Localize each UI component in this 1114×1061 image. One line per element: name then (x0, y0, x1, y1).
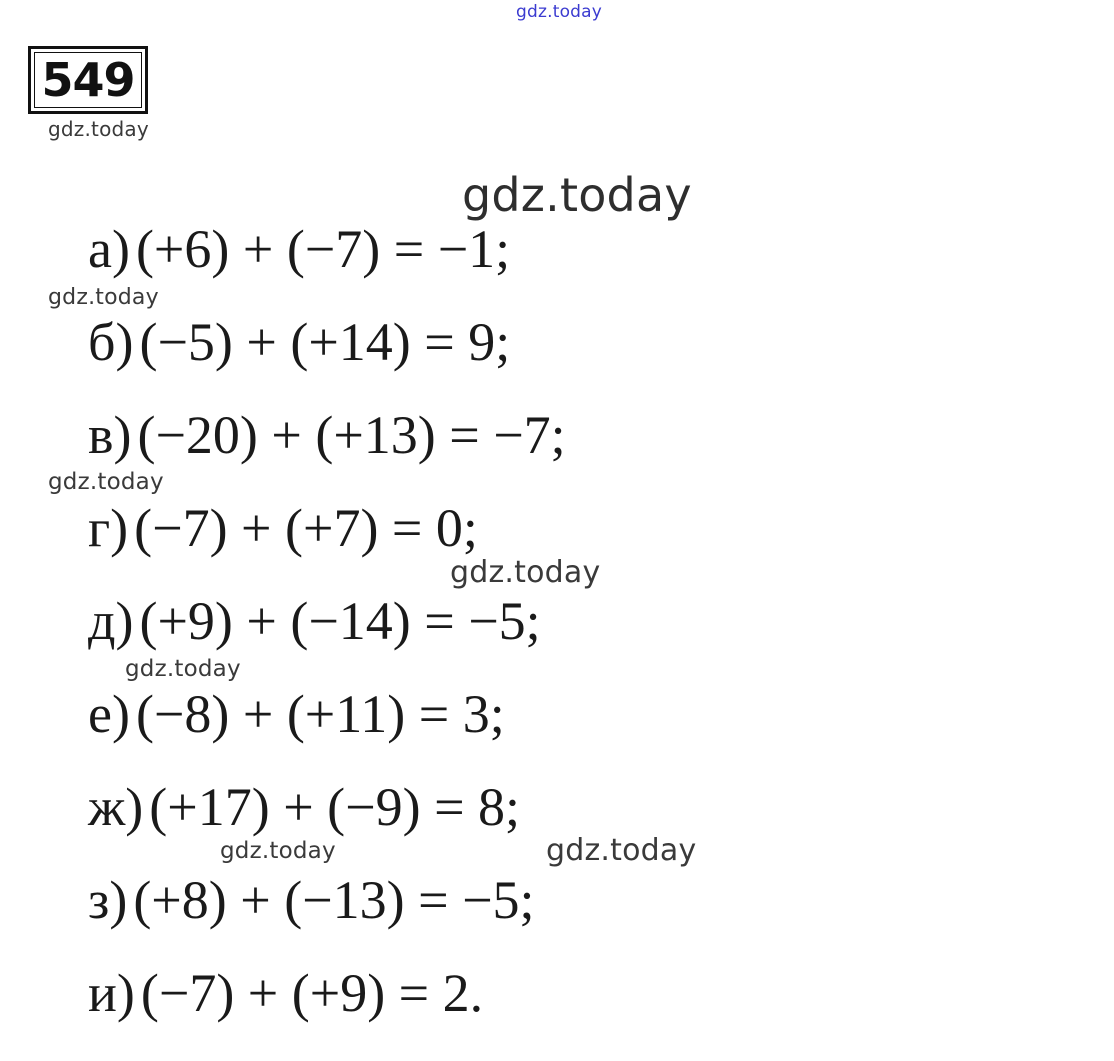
answer-expression: (−7) + (+9) = 2. (140, 963, 484, 1023)
answer-label: г) (88, 498, 129, 558)
watermark: gdz.today (546, 833, 697, 868)
answer-label: е) (88, 684, 130, 744)
problem-number: 549 (41, 53, 135, 107)
watermark: gdz.today (48, 285, 159, 310)
watermark: gdz.today (450, 555, 601, 590)
problem-number-inner-border (34, 52, 142, 108)
answer-line-zh (88, 774, 566, 867)
watermark: gdz.today (48, 117, 149, 141)
answer-label: з) (88, 870, 128, 930)
answer-expression: (+9) + (−14) = −5; (139, 591, 541, 651)
answer-expression: (−8) + (+11) = 3; (135, 684, 505, 744)
problem-number-box (28, 46, 148, 114)
answer-line-e (88, 681, 566, 774)
watermark: gdz.today (48, 469, 164, 495)
watermark: gdz.today (462, 168, 692, 222)
answer-line-g (88, 495, 566, 588)
answer-expression: (+6) + (−7) = −1; (135, 219, 511, 279)
answer-label: ж) (88, 777, 144, 837)
answer-line-z (88, 867, 566, 960)
answer-expression: (−7) + (+7) = 0; (134, 498, 478, 558)
answer-label: и) (88, 963, 135, 1023)
answer-label: д) (88, 591, 134, 651)
answer-line-a (88, 216, 566, 309)
answer-label: а) (88, 219, 130, 279)
answer-expression: (+8) + (−13) = −5; (133, 870, 535, 930)
watermark: gdz.today (125, 656, 241, 682)
watermark: gdz.today (220, 838, 336, 864)
answer-label: б) (88, 312, 134, 372)
answer-expression: (−5) + (+14) = 9; (139, 312, 511, 372)
answer-expression: (−20) + (+13) = −7; (137, 405, 566, 465)
answer-line-b (88, 309, 566, 402)
answer-line-d (88, 588, 566, 681)
answer-label: в) (88, 405, 132, 465)
answer-line-i (88, 960, 566, 1053)
watermark-top: gdz.today (516, 2, 603, 22)
answer-expression: (+17) + (−9) = 8; (149, 777, 521, 837)
answer-list (88, 216, 566, 1053)
answer-line-v (88, 402, 566, 495)
